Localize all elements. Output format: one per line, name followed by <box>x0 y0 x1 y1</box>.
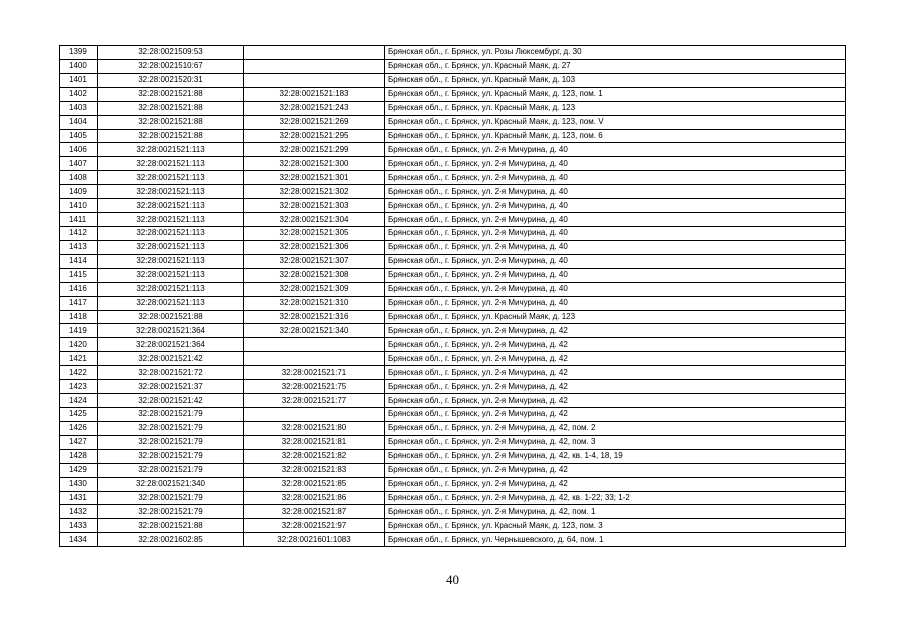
row-number-cell: 1413 <box>60 240 98 254</box>
related-cadastral-number-cell: 32:28:0021521:82 <box>244 449 385 463</box>
address-cell: Брянская обл., г. Брянск, ул. Чернышевского, д. 64, пом. 1 <box>385 533 846 547</box>
table-row <box>60 254 846 268</box>
row-number-cell: 1405 <box>60 129 98 143</box>
related-cadastral-number-cell <box>244 338 385 352</box>
address-cell: Брянская обл., г. Брянск, ул. 2-я Мичурина, д. 42 <box>385 338 846 352</box>
row-number-cell: 1403 <box>60 101 98 115</box>
related-cadastral-number-cell: 32:28:0021521:340 <box>244 324 385 338</box>
cadastral-number-cell: 32:28:0021521:340 <box>98 477 244 491</box>
address-cell: Брянская обл., г. Брянск, ул. Красный Маяк, д. 123, пом. 1 <box>385 87 846 101</box>
table-row <box>60 310 846 324</box>
table-row <box>60 46 846 60</box>
table-row <box>60 226 846 240</box>
cadastral-number-cell: 32:28:0021521:42 <box>98 352 244 366</box>
table-row <box>60 435 846 449</box>
row-number-cell: 1417 <box>60 296 98 310</box>
cadastral-number-cell: 32:28:0021521:364 <box>98 324 244 338</box>
address-cell: Брянская обл., г. Брянск, ул. 2-я Мичурина, д. 40 <box>385 199 846 213</box>
address-cell: Брянская обл., г. Брянск, ул. 2-я Мичурина, д. 42 <box>385 380 846 394</box>
address-cell: Брянская обл., г. Брянск, ул. Красный Маяк, д. 123 <box>385 101 846 115</box>
row-number-cell: 1399 <box>60 46 98 60</box>
row-number-cell: 1406 <box>60 143 98 157</box>
row-number-cell: 1428 <box>60 449 98 463</box>
address-cell: Брянская обл., г. Брянск, ул. 2-я Мичурина, д. 42, кв. 1-4, 18, 19 <box>385 449 846 463</box>
table-row <box>60 352 846 366</box>
cadastral-number-cell: 32:28:0021521:79 <box>98 407 244 421</box>
table-row <box>60 115 846 129</box>
address-cell: Брянская обл., г. Брянск, ул. 2-я Мичурина, д. 40 <box>385 185 846 199</box>
table-row <box>60 143 846 157</box>
table-row <box>60 282 846 296</box>
cadastral-number-cell: 32:28:0021521:113 <box>98 226 244 240</box>
row-number-cell: 1434 <box>60 533 98 547</box>
cadastral-number-cell: 32:28:0021521:113 <box>98 240 244 254</box>
related-cadastral-number-cell: 32:28:0021521:71 <box>244 366 385 380</box>
address-cell: Брянская обл., г. Брянск, ул. Розы Люксембург, д. 30 <box>385 46 846 60</box>
table-body <box>60 46 846 547</box>
row-number-cell: 1404 <box>60 115 98 129</box>
cadastral-number-cell: 32:28:0021521:79 <box>98 421 244 435</box>
cadastral-number-cell: 32:28:0021521:88 <box>98 519 244 533</box>
page-number: 40 <box>446 572 459 587</box>
related-cadastral-number-cell <box>244 407 385 421</box>
cadastral-number-cell: 32:28:0021521:42 <box>98 394 244 408</box>
row-number-cell: 1421 <box>60 352 98 366</box>
address-cell: Брянская обл., г. Брянск, ул. 2-я Мичурина, д. 40 <box>385 171 846 185</box>
address-cell: Брянская обл., г. Брянск, ул. 2-я Мичурина, д. 42 <box>385 352 846 366</box>
related-cadastral-number-cell: 32:28:0021521:295 <box>244 129 385 143</box>
row-number-cell: 1418 <box>60 310 98 324</box>
address-cell: Брянская обл., г. Брянск, ул. 2-я Мичурина, д. 40 <box>385 157 846 171</box>
row-number-cell: 1412 <box>60 226 98 240</box>
address-cell: Брянская обл., г. Брянск, ул. 2-я Мичурина, д. 42, пом. 3 <box>385 435 846 449</box>
related-cadastral-number-cell <box>244 73 385 87</box>
row-number-cell: 1407 <box>60 157 98 171</box>
related-cadastral-number-cell: 32:28:0021521:75 <box>244 380 385 394</box>
related-cadastral-number-cell: 32:28:0021521:299 <box>244 143 385 157</box>
related-cadastral-number-cell <box>244 59 385 73</box>
table-row <box>60 449 846 463</box>
table-row <box>60 213 846 227</box>
table-row <box>60 394 846 408</box>
table-row <box>60 199 846 213</box>
table-row <box>60 240 846 254</box>
address-cell: Брянская обл., г. Брянск, ул. 2-я Мичурина, д. 42, пом. 2 <box>385 421 846 435</box>
table-row <box>60 129 846 143</box>
cadastral-table <box>59 45 846 547</box>
address-cell: Брянская обл., г. Брянск, ул. Красный Маяк, д. 123, пом. V <box>385 115 846 129</box>
cadastral-number-cell: 32:28:0021521:113 <box>98 157 244 171</box>
row-number-cell: 1409 <box>60 185 98 199</box>
related-cadastral-number-cell: 32:28:0021521:302 <box>244 185 385 199</box>
address-cell: Брянская обл., г. Брянск, ул. 2-я Мичурина, д. 40 <box>385 213 846 227</box>
row-number-cell: 1426 <box>60 421 98 435</box>
cadastral-number-cell: 32:28:0021521:88 <box>98 310 244 324</box>
related-cadastral-number-cell: 32:28:0021521:309 <box>244 282 385 296</box>
table-row <box>60 185 846 199</box>
related-cadastral-number-cell: 32:28:0021521:87 <box>244 505 385 519</box>
related-cadastral-number-cell: 32:28:0021521:269 <box>244 115 385 129</box>
row-number-cell: 1410 <box>60 199 98 213</box>
address-cell: Брянская обл., г. Брянск, ул. Красный Маяк, д. 103 <box>385 73 846 87</box>
related-cadastral-number-cell: 32:28:0021521:307 <box>244 254 385 268</box>
row-number-cell: 1408 <box>60 171 98 185</box>
related-cadastral-number-cell: 32:28:0021521:301 <box>244 171 385 185</box>
related-cadastral-number-cell: 32:28:0021521:310 <box>244 296 385 310</box>
address-cell: Брянская обл., г. Брянск, ул. 2-я Мичурина, д. 40 <box>385 268 846 282</box>
cadastral-number-cell: 32:28:0021521:113 <box>98 171 244 185</box>
table-row <box>60 268 846 282</box>
table-row <box>60 533 846 547</box>
cadastral-number-cell: 32:28:0021521:88 <box>98 115 244 129</box>
address-cell: Брянская обл., г. Брянск, ул. Красный Маяк, д. 123, пом. 6 <box>385 129 846 143</box>
row-number-cell: 1430 <box>60 477 98 491</box>
row-number-cell: 1402 <box>60 87 98 101</box>
row-number-cell: 1411 <box>60 213 98 227</box>
related-cadastral-number-cell: 32:28:0021521:86 <box>244 491 385 505</box>
address-cell: Брянская обл., г. Брянск, ул. 2-я Мичурина, д. 42 <box>385 394 846 408</box>
cadastral-number-cell: 32:28:0021521:79 <box>98 463 244 477</box>
cadastral-number-cell: 32:28:0021521:113 <box>98 268 244 282</box>
row-number-cell: 1422 <box>60 366 98 380</box>
cadastral-number-cell: 32:28:0021521:72 <box>98 366 244 380</box>
related-cadastral-number-cell: 32:28:0021521:243 <box>244 101 385 115</box>
related-cadastral-number-cell: 32:28:0021521:81 <box>244 435 385 449</box>
table-row <box>60 87 846 101</box>
table-row <box>60 73 846 87</box>
related-cadastral-number-cell: 32:28:0021521:77 <box>244 394 385 408</box>
cadastral-number-cell: 32:28:0021521:113 <box>98 282 244 296</box>
row-number-cell: 1424 <box>60 394 98 408</box>
table-row <box>60 505 846 519</box>
cadastral-number-cell: 32:28:0021521:79 <box>98 435 244 449</box>
row-number-cell: 1431 <box>60 491 98 505</box>
related-cadastral-number-cell <box>244 352 385 366</box>
related-cadastral-number-cell: 32:28:0021521:316 <box>244 310 385 324</box>
related-cadastral-number-cell: 32:28:0021521:97 <box>244 519 385 533</box>
cadastral-number-cell: 32:28:0021520:31 <box>98 73 244 87</box>
cadastral-number-cell: 32:28:0021521:79 <box>98 505 244 519</box>
address-cell: Брянская обл., г. Брянск, ул. 2-я Мичурина, д. 40 <box>385 296 846 310</box>
cadastral-number-cell: 32:28:0021509:53 <box>98 46 244 60</box>
cadastral-number-cell: 32:28:0021510:67 <box>98 59 244 73</box>
cadastral-number-cell: 32:28:0021521:37 <box>98 380 244 394</box>
table-row <box>60 380 846 394</box>
table-row <box>60 296 846 310</box>
table-row <box>60 477 846 491</box>
cadastral-number-cell: 32:28:0021521:113 <box>98 296 244 310</box>
address-cell: Брянская обл., г. Брянск, ул. 2-я Мичурина, д. 42 <box>385 324 846 338</box>
related-cadastral-number-cell: 32:28:0021521:306 <box>244 240 385 254</box>
table-row <box>60 59 846 73</box>
address-cell: Брянская обл., г. Брянск, ул. 2-я Мичурина, д. 42 <box>385 463 846 477</box>
address-cell: Брянская обл., г. Брянск, ул. 2-я Мичурина, д. 42, пом. 1 <box>385 505 846 519</box>
related-cadastral-number-cell: 32:28:0021521:300 <box>244 157 385 171</box>
cadastral-number-cell: 32:28:0021521:79 <box>98 491 244 505</box>
row-number-cell: 1415 <box>60 268 98 282</box>
address-cell: Брянская обл., г. Брянск, ул. 2-я Мичурина, д. 42 <box>385 477 846 491</box>
row-number-cell: 1429 <box>60 463 98 477</box>
cadastral-number-cell: 32:28:0021521:113 <box>98 185 244 199</box>
row-number-cell: 1419 <box>60 324 98 338</box>
related-cadastral-number-cell <box>244 46 385 60</box>
related-cadastral-number-cell: 32:28:0021521:304 <box>244 213 385 227</box>
address-cell: Брянская обл., г. Брянск, ул. 2-я Мичурина, д. 40 <box>385 240 846 254</box>
address-cell: Брянская обл., г. Брянск, ул. Красный Маяк, д. 123, пом. 3 <box>385 519 846 533</box>
cadastral-number-cell: 32:28:0021521:88 <box>98 101 244 115</box>
related-cadastral-number-cell: 32:28:0021521:305 <box>244 226 385 240</box>
table-row <box>60 491 846 505</box>
table-row <box>60 157 846 171</box>
table-row <box>60 366 846 380</box>
table-row <box>60 338 846 352</box>
related-cadastral-number-cell: 32:28:0021521:80 <box>244 421 385 435</box>
related-cadastral-number-cell: 32:28:0021521:183 <box>244 87 385 101</box>
address-cell: Брянская обл., г. Брянск, ул. 2-я Мичурина, д. 42 <box>385 407 846 421</box>
cadastral-number-cell: 32:28:0021521:113 <box>98 199 244 213</box>
table-row <box>60 421 846 435</box>
cadastral-number-cell: 32:28:0021602:85 <box>98 533 244 547</box>
row-number-cell: 1401 <box>60 73 98 87</box>
related-cadastral-number-cell: 32:28:0021521:83 <box>244 463 385 477</box>
address-cell: Брянская обл., г. Брянск, ул. Красный Маяк, д. 123 <box>385 310 846 324</box>
cadastral-number-cell: 32:28:0021521:113 <box>98 143 244 157</box>
address-cell: Брянская обл., г. Брянск, ул. 2-я Мичурина, д. 42 <box>385 366 846 380</box>
address-cell: Брянская обл., г. Брянск, ул. Красный Маяк, д. 27 <box>385 59 846 73</box>
cadastral-number-cell: 32:28:0021521:364 <box>98 338 244 352</box>
table-row <box>60 171 846 185</box>
cadastral-number-cell: 32:28:0021521:113 <box>98 213 244 227</box>
address-cell: Брянская обл., г. Брянск, ул. 2-я Мичурина, д. 40 <box>385 143 846 157</box>
row-number-cell: 1400 <box>60 59 98 73</box>
address-cell: Брянская обл., г. Брянск, ул. 2-я Мичурина, д. 42, кв. 1-22; 33; 1-2 <box>385 491 846 505</box>
row-number-cell: 1416 <box>60 282 98 296</box>
row-number-cell: 1425 <box>60 407 98 421</box>
table-row <box>60 407 846 421</box>
address-cell: Брянская обл., г. Брянск, ул. 2-я Мичурина, д. 40 <box>385 282 846 296</box>
row-number-cell: 1420 <box>60 338 98 352</box>
row-number-cell: 1432 <box>60 505 98 519</box>
table-row <box>60 324 846 338</box>
row-number-cell: 1414 <box>60 254 98 268</box>
related-cadastral-number-cell: 32:28:0021521:303 <box>244 199 385 213</box>
table-row <box>60 101 846 115</box>
related-cadastral-number-cell: 32:28:0021521:85 <box>244 477 385 491</box>
address-cell: Брянская обл., г. Брянск, ул. 2-я Мичурина, д. 40 <box>385 254 846 268</box>
related-cadastral-number-cell: 32:28:0021521:308 <box>244 268 385 282</box>
address-cell: Брянская обл., г. Брянск, ул. 2-я Мичурина, д. 40 <box>385 226 846 240</box>
related-cadastral-number-cell: 32:28:0021601:1083 <box>244 533 385 547</box>
cadastral-number-cell: 32:28:0021521:88 <box>98 129 244 143</box>
cadastral-number-cell: 32:28:0021521:88 <box>98 87 244 101</box>
row-number-cell: 1423 <box>60 380 98 394</box>
cadastral-number-cell: 32:28:0021521:79 <box>98 449 244 463</box>
row-number-cell: 1433 <box>60 519 98 533</box>
table-row <box>60 519 846 533</box>
cadastral-number-cell: 32:28:0021521:113 <box>98 254 244 268</box>
table-row <box>60 463 846 477</box>
row-number-cell: 1427 <box>60 435 98 449</box>
